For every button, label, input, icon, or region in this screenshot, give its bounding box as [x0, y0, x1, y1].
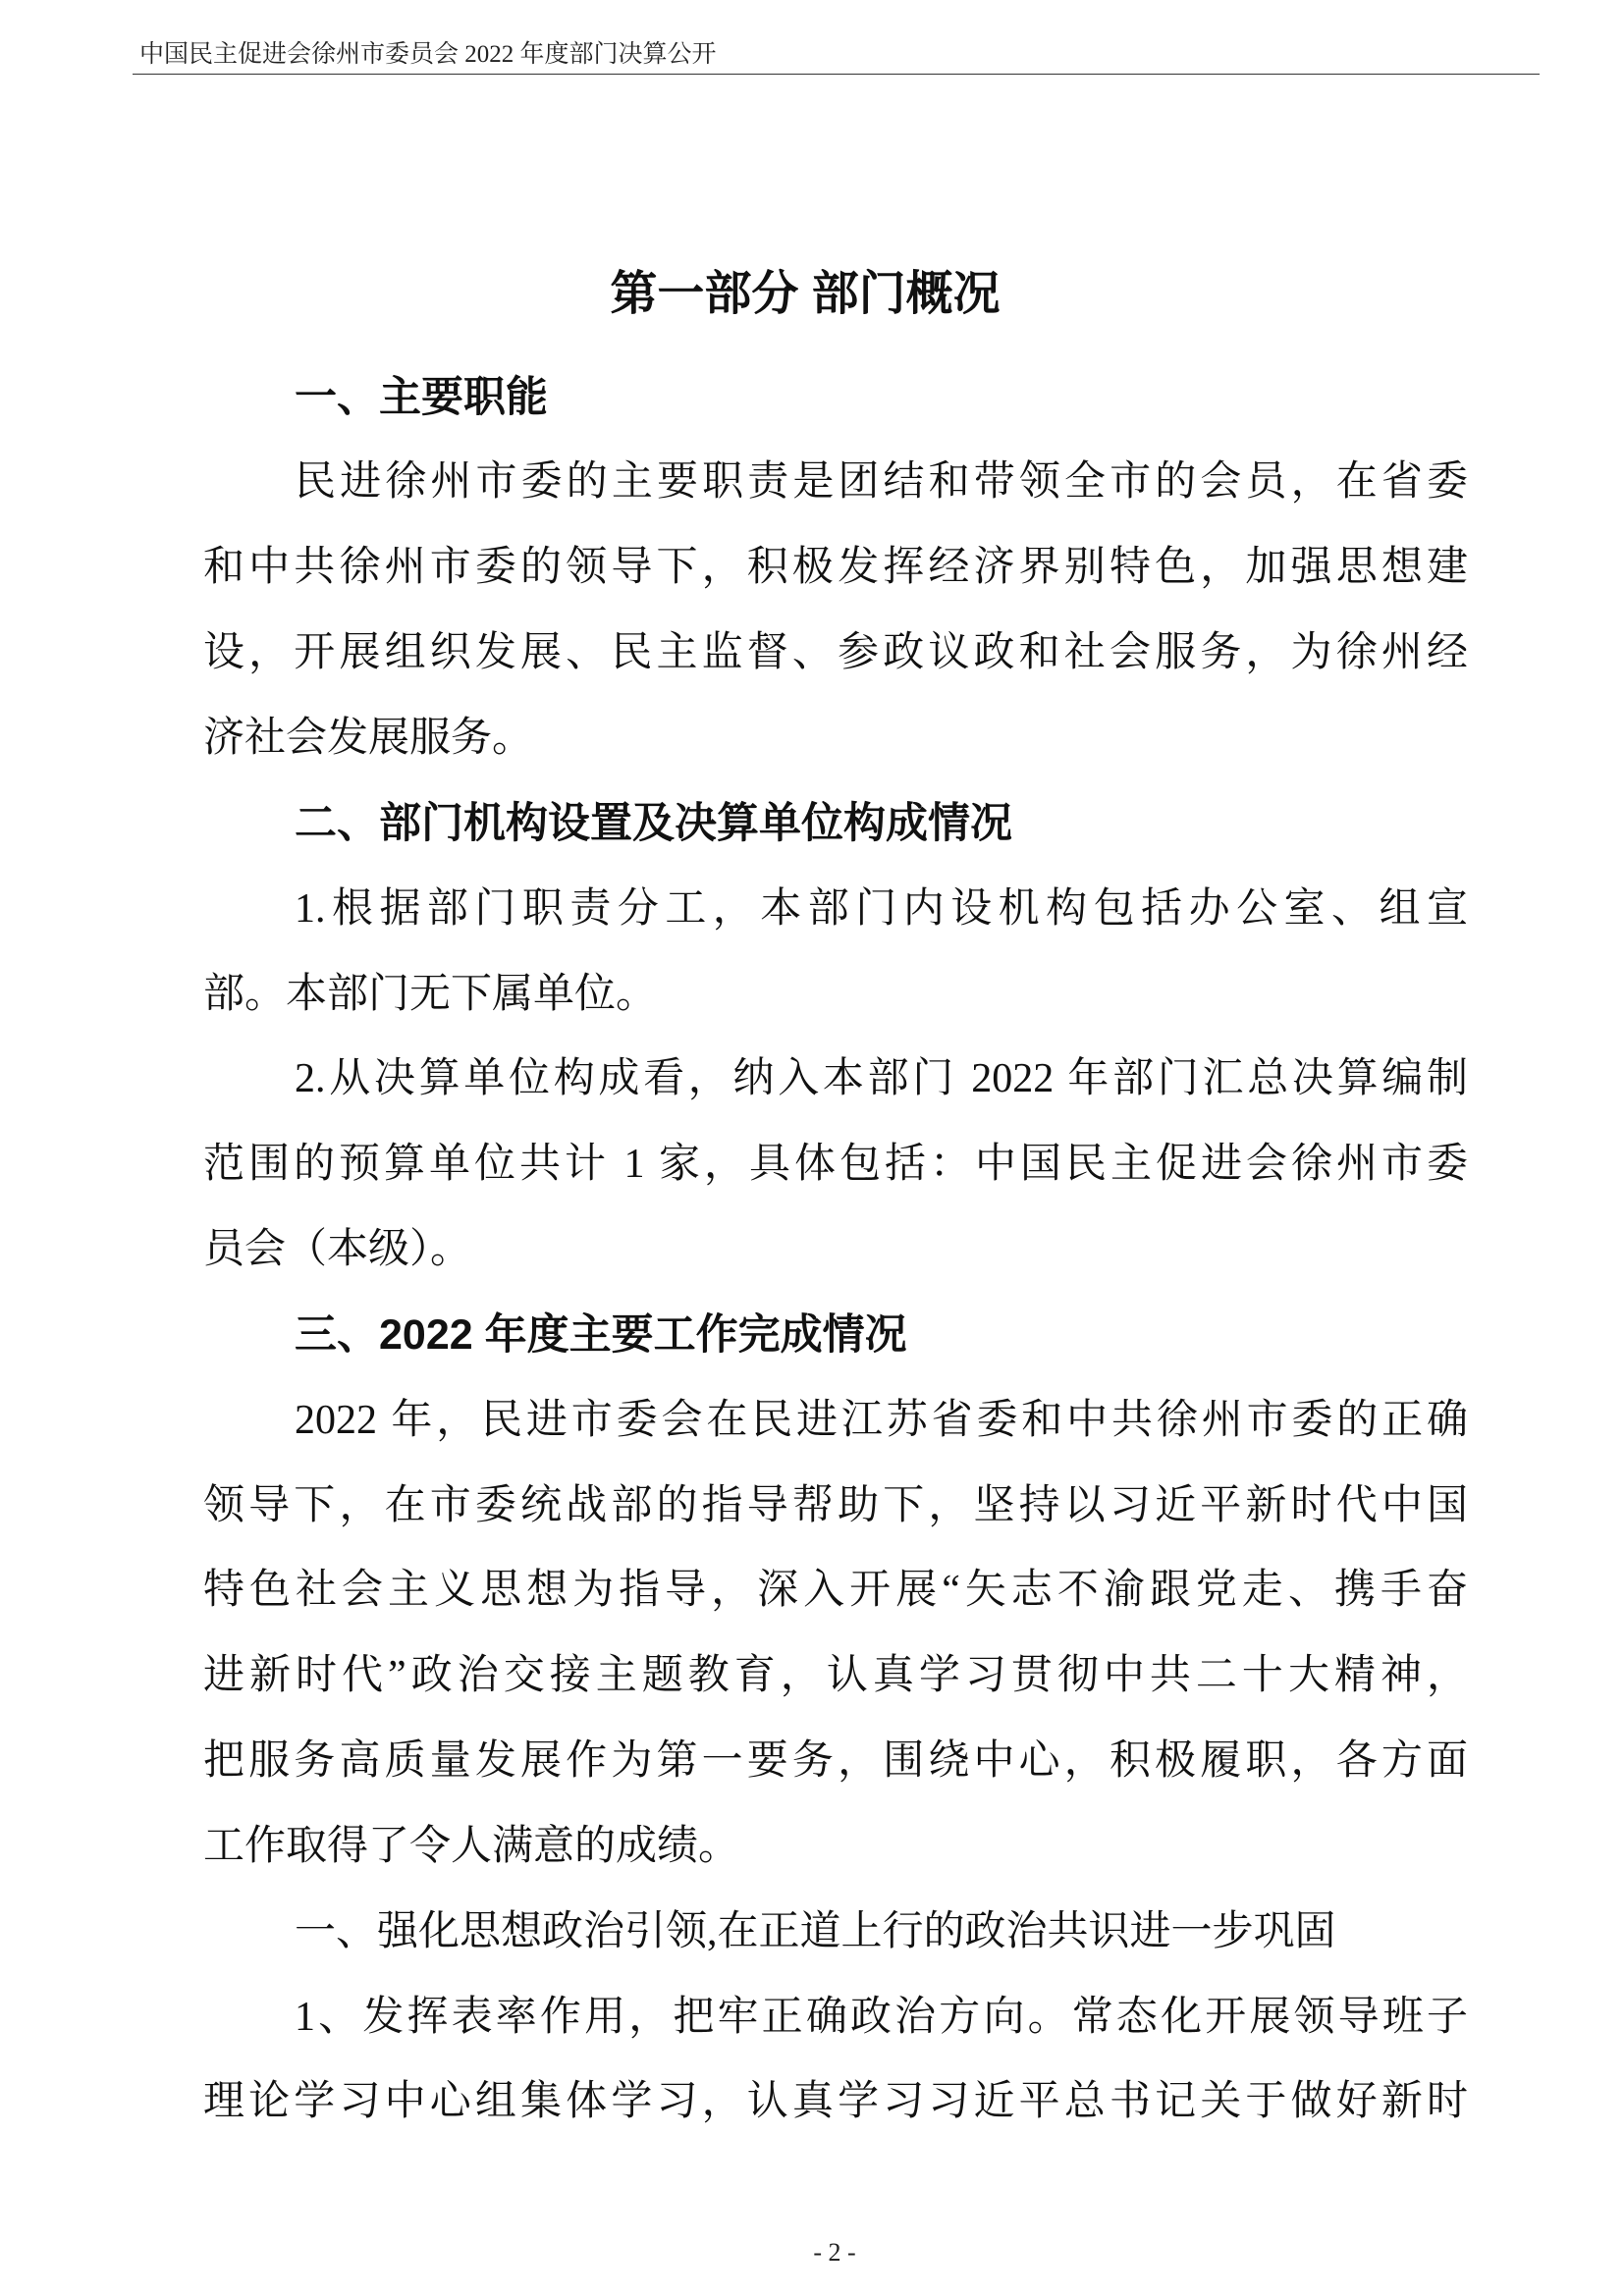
section-heading: 三、2022 年度主要工作完成情况 [295, 1310, 907, 1359]
paragraph-line: 1.根据部门职责分工，本部门内设机构包括办公室、组宣 [295, 885, 1468, 932]
paragraph [203, 1975, 1468, 2146]
paragraph-line: 民进徐州市委的主要职责是团结和带领全市的会员，在省委 [295, 459, 1468, 506]
paragraph [203, 1890, 1468, 1975]
paragraph-line: 工作取得了令人满意的成绩。 [203, 1823, 740, 1869]
header-title: 中国民主促进会徐州市委员会 2022 年度部门决算公开 [139, 41, 717, 68]
section-heading: 一、主要职能 [295, 373, 548, 421]
paragraph [203, 1037, 1468, 1293]
paragraph-line: 设，开展组织发展、民主监督、参政议政和社会服务，为徐州经 [203, 630, 1468, 676]
paragraph [203, 1378, 1468, 1890]
section-heading: 二、部门机构设置及决算单位构成情况 [295, 799, 1012, 847]
paragraph-line: 员会（本级）。 [203, 1227, 472, 1273]
page-number: - 2 - [813, 2238, 856, 2267]
document-body [203, 355, 1468, 2146]
paragraph [203, 867, 1468, 1038]
paragraph-line: 1、发挥表率作用，把牢正确政治方向。常态化开展领导班子 [295, 1994, 1468, 2040]
subsection-heading: 一、强化思想政治引领,在正道上行的政治共识进一步巩固 [295, 1908, 1336, 1954]
paragraph [203, 440, 1468, 780]
paragraph-line: 理论学习中心组集体学习，认真学习习近平总书记关于做好新时 [203, 2079, 1468, 2125]
header-rule [133, 74, 1540, 75]
paragraph-line: 进新时代”政治交接主题教育，认真学习贯彻中共二十大精神， [203, 1653, 1468, 1699]
paragraph-line: 2.从决算单位构成看，纳入本部门 2022 年部门汇总决算编制 [295, 1056, 1468, 1102]
paragraph-line: 部。本部门无下属单位。 [203, 971, 658, 1017]
paragraph-line: 2022 年，民进市委会在民进江苏省委和中共徐州市委的正确 [295, 1397, 1468, 1443]
section-title: 第一部分 部门概况 [610, 268, 1001, 320]
paragraph-line: 范围的预算单位共计 1 家，具体包括：中国民主促进会徐州市委 [203, 1142, 1468, 1188]
paragraph-line: 把服务高质量发展作为第一要务，围绕中心，积极履职，各方面 [203, 1738, 1468, 1785]
paragraph-line: 领导下，在市委统战部的指导帮助下，坚持以习近平新时代中国 [203, 1482, 1468, 1528]
paragraph-line: 济社会发展服务。 [203, 715, 534, 761]
paragraph-line: 和中共徐州市委的领导下，积极发挥经济界别特色，加强思想建 [203, 545, 1468, 591]
paragraph-line: 特色社会主义思想为指导，深入开展“矢志不渝跟党走、携手奋 [203, 1568, 1468, 1614]
